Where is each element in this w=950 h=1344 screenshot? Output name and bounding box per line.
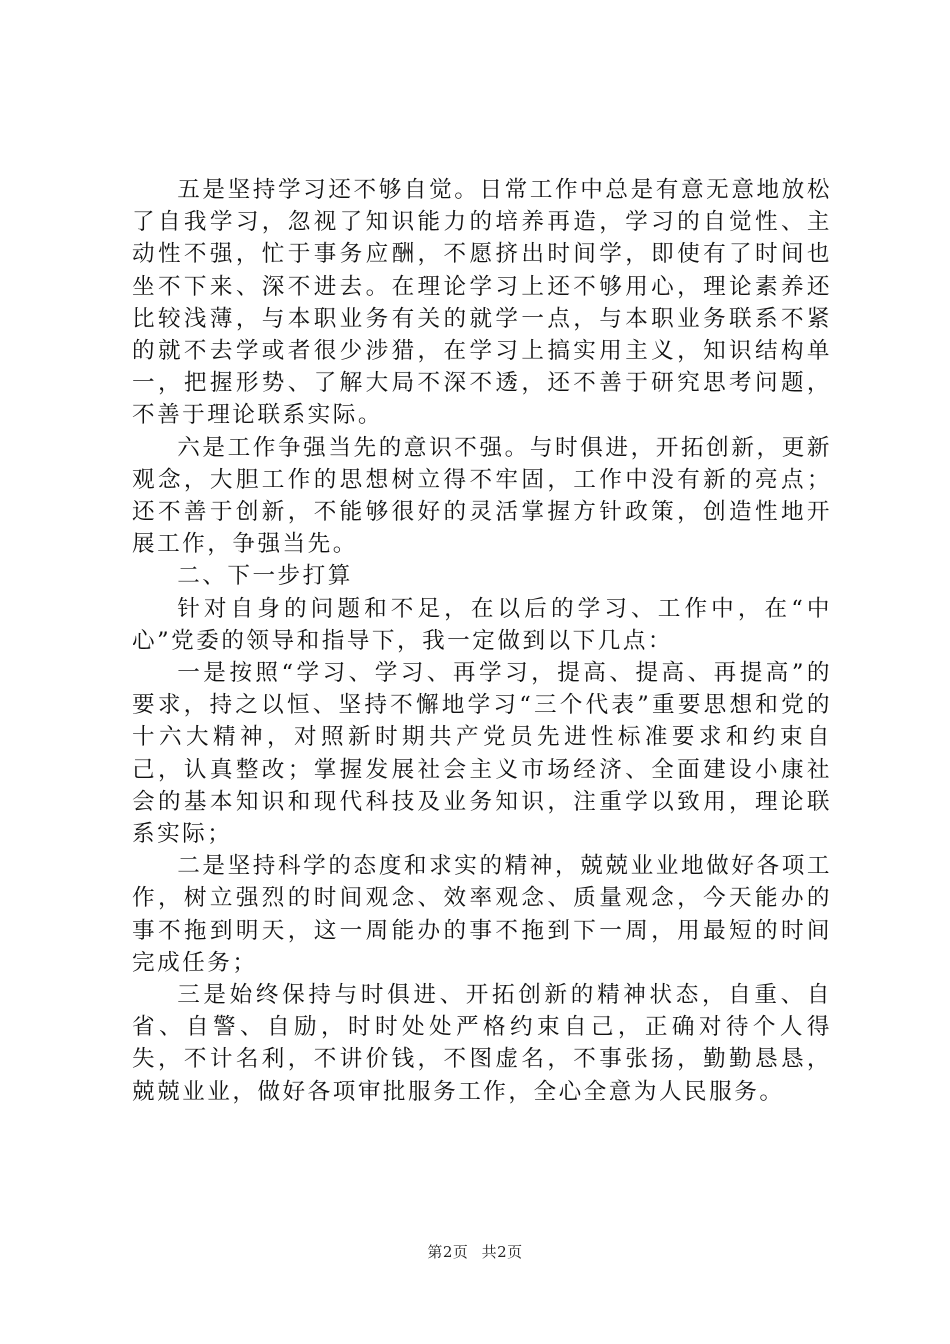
- section-heading-next-steps: 二、下一步打算: [177, 563, 353, 590]
- page-number-total: 共2页: [481, 1243, 523, 1261]
- paragraph-point-two: 二是坚持科学的态度和求实的精神，兢兢业业地做好各项工作，树立强烈的时间观念、效率观念、质量观念，今天能办的事不拖到明天，这一周能办的事不拖到下一周，用最短的时间完成任务；: [132, 853, 832, 976]
- paragraph-innovation-awareness: 六是工作争强当先的意识不强。与时俱进，开拓创新，更新观念，大胆工作的思想树立得不牢固，工作中没有新的亮点；还不善于创新，不能够很好的灵活掌握方针政策，创造性地开展工作，争强当先。: [132, 434, 832, 558]
- page-number-current: 第2页: [427, 1243, 469, 1261]
- paragraph-point-three: 三是始终保持与时俱进、开拓创新的精神状态，自重、自省、自警、自励，时时处处严格约束自己，正确对待个人得失，不计名利，不讲价钱，不图虚名，不事张扬，勤勤恳恳，兢兢业业，做好各项审批服务工作，全心全意为人民服务。: [132, 982, 832, 1105]
- paragraph-study-awareness: 五是坚持学习还不够自觉。日常工作中总是有意无意地放松了自我学习，忽视了知识能力的培养再造，学习的自觉性、主动性不强，忙于事务应酬，不愿挤出时间学，即使有了时间也坐不下来、深不进去。在理论学习上还不够用心，理论素养还比较浅薄，与本职业务有关的就学一点，与本职业务联系不紧的就不去学或者很少涉猎，在学习上搞实用主义，知识结构单一，把握形势、了解大局不深不透，还不善于研究思考问题，不善于理论联系实际。: [132, 177, 832, 429]
- page-footer: [0, 1242, 950, 1262]
- paragraph-point-one: 一是按照“学习、学习、再学习，提高、提高、再提高”的要求，持之以恒、坚持不懈地学习“三个代表”重要思想和党的十六大精神，对照新时期共产党员先进性标准要求和约束自己，认真整改；掌握发展社会主义市场经济、全面建设小康社会的基本知识和现代科技及业务知识，注重学以致用，理论联系实际；: [132, 660, 832, 848]
- document-body: [132, 174, 832, 1108]
- paragraph-intro: 针对自身的问题和不足，在以后的学习、工作中，在“中心”党委的领导和指导下，我一定做到以下几点：: [132, 595, 832, 654]
